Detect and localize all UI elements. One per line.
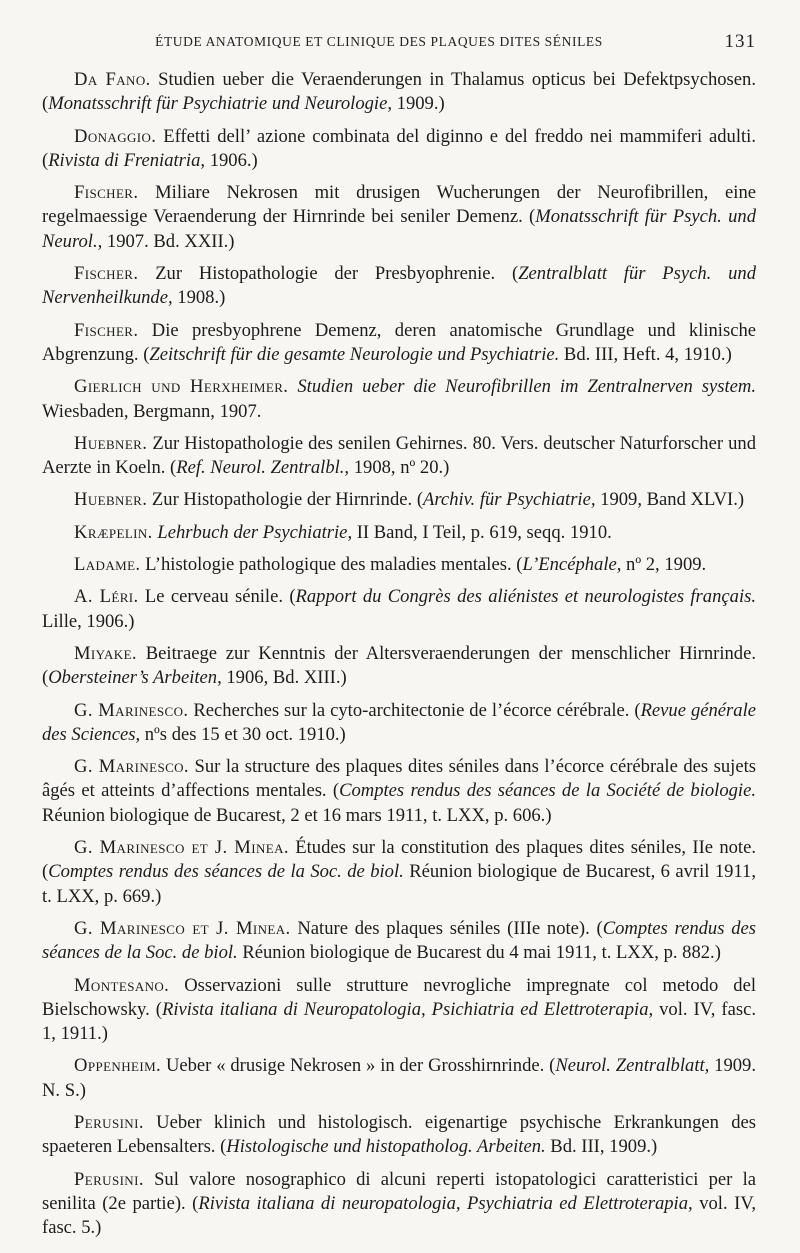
reference-text: Études sur la constitution des plaques dites séniles, IIe note. (	[42, 837, 756, 883]
reference-author: Perusini.	[74, 1168, 144, 1190]
reference-entry	[42, 375, 756, 424]
reference-source: Comptes rendus des séances de la Soc. de biol.	[48, 861, 404, 883]
reference-author: Ladame.	[74, 554, 141, 576]
reference-entry	[42, 642, 756, 691]
reference-text: 1909. N. S.)	[42, 1055, 756, 1101]
reference-source: Lehrbuch der Psychiatrie,	[157, 521, 353, 543]
reference-text: Zur Histopathologie des senilen Gehirnes. 80. Vers. deutscher Naturforscher und Aerzte in Koeln. (	[42, 432, 756, 479]
reference-author: Perusini.	[74, 1111, 144, 1133]
reference-text: 1909.)	[392, 93, 445, 115]
reference-text: Effetti dell’ azione combinata del diginno e del freddo nei mammiferi adulti. (	[42, 125, 756, 171]
reference-text: 1907. Bd. XXII.)	[102, 230, 235, 252]
reference-text: Lille, 1906.)	[42, 610, 135, 632]
reference-author: Fischer.	[74, 182, 139, 204]
reference-author: A. Léri.	[74, 586, 139, 608]
reference-source: Rivista italiana di Neuropatologia, Psichiatria ed Elettroterapia,	[161, 998, 654, 1020]
reference-source: Ref. Neurol. Zentralbl.,	[176, 457, 350, 479]
reference-entry	[42, 974, 756, 1047]
reference-text: Recherches sur la cyto-architectonie de l’écorce cérébrale. (	[188, 699, 641, 721]
reference-text: Sur la structure des plaques dites séniles dans l’écorce cérébrale des sujets âgés et atteints d’affections mentales. (	[42, 756, 756, 802]
reference-text: nºs des 15 et 30 oct. 1910.)	[140, 723, 346, 745]
reference-author: Fischer.	[74, 263, 139, 285]
reference-author: Huebner.	[74, 489, 148, 511]
reference-author: Donaggio.	[74, 125, 157, 147]
reference-source: Monatsschrift für Psych. und Neurol.,	[42, 206, 756, 252]
reference-entry	[42, 125, 756, 174]
reference-text: Die presbyophrene Demenz, deren anatomische Grundlage und klinische Abgrenzung. (	[42, 319, 756, 365]
reference-author: G. Marinesco et J. Minea.	[74, 837, 289, 859]
reference-text: 1908.)	[172, 287, 226, 309]
reference-text: Studien ueber die Veraenderungen in Thalamus opticus bei Defektpsychosen. (	[42, 69, 756, 115]
reference-author: Gierlich und Herxheimer.	[74, 376, 289, 398]
reference-text: vol. IV, fasc. 5.)	[42, 1192, 756, 1239]
reference-entry	[42, 836, 756, 909]
reference-source: Zentralblatt für Psych. und Nervenheilkunde,	[42, 263, 756, 309]
reference-text: vol. IV, fasc. 1, 1911.)	[42, 998, 756, 1045]
reference-entry	[42, 181, 756, 254]
reference-text: Wiesbaden, Bergmann, 1907.	[42, 400, 262, 422]
reference-source: Zeitschrift für die gesamte Neurologie und Psychiatrie.	[149, 343, 560, 365]
reference-text: Sul valore nosographico di alcuni reperti istopatologici caratteristici per la senilita (2e partie). (	[42, 1168, 756, 1214]
reference-source: Archiv. für Psychiatrie,	[423, 489, 596, 511]
reference-text: II Band, I Teil, p. 619, seqq. 1910.	[352, 521, 612, 543]
reference-text	[288, 376, 297, 397]
reference-source: Comptes rendus des séances de la Soc. de biol.	[42, 917, 756, 964]
reference-text: Bd. III, 1909.)	[545, 1136, 658, 1158]
reference-source: Comptes rendus des séances de la Société de biologie.	[339, 780, 756, 802]
reference-source: Rivista di Freniatria,	[48, 149, 206, 171]
reference-source: Neurol. Zentralblatt,	[555, 1055, 710, 1077]
reference-list	[42, 68, 756, 1240]
reference-text: Nature des plaques séniles (IIIe note). (	[290, 917, 603, 939]
reference-text: Réunion biologique de Bucarest, 6 avril 1911, t. LXX, p. 669.)	[42, 861, 756, 907]
reference-entry	[42, 319, 756, 368]
reference-entry	[42, 521, 756, 545]
reference-text: Osservazioni sulle strutture nevrogliche impregnate col metodo del Bielschowsky. (	[42, 974, 756, 1020]
reference-entry	[42, 1111, 756, 1160]
reference-author: G. Marinesco.	[74, 699, 189, 721]
reference-author: Da Fano.	[74, 69, 151, 90]
reference-author: Huebner.	[74, 432, 148, 454]
reference-text: Ueber klinich und histologisch. eigenartige psychische Erkrankungen des spaeteren Lebensalters. (	[42, 1111, 756, 1158]
reference-source: Rapport du Congrès des aliénistes et neurologistes français.	[295, 586, 756, 608]
reference-source: Obersteiner’s Arbeiten,	[48, 667, 222, 689]
reference-author: Miyake.	[74, 642, 137, 664]
reference-entry	[42, 585, 756, 634]
reference-text: nº 2, 1909.	[621, 554, 707, 576]
reference-text: 1906.)	[205, 149, 258, 171]
running-head	[42, 31, 756, 62]
reference-entry	[42, 1168, 756, 1241]
reference-text: Zur Histopathologie der Presbyophrenie. (	[138, 263, 519, 285]
running-title: ÉTUDE ANATOMIQUE ET CLINIQUE DES PLAQUES DITES SÉNILES	[155, 34, 603, 49]
reference-entry	[42, 553, 756, 577]
reference-entry	[42, 432, 756, 481]
reference-source: Monatsschrift für Psychiatrie und Neurologie,	[48, 93, 392, 115]
reference-author: Fischer.	[74, 319, 139, 341]
reference-text: 1909, Band XLVI.)	[595, 489, 745, 511]
reference-text: Zur Histopathologie der Hirnrinde. (	[147, 489, 424, 511]
reference-author: G. Marinesco et J. Minea.	[74, 917, 291, 939]
reference-text: Réunion biologique de Bucarest, 2 et 16 mars 1911, t. LXX, p. 606.)	[42, 804, 552, 826]
reference-entry	[42, 699, 756, 748]
reference-text: Miliare Nekrosen mit drusigen Wucherungen der Neurofibrillen, eine regelmaessige Veraenderung der Hirnrinde bei seniler Demenz. (	[42, 182, 756, 228]
reference-text: Ueber « drusige Nekrosen » in der Grosshirnrinde. (	[161, 1055, 556, 1077]
reference-text: 1908, nº 20.)	[349, 457, 450, 479]
reference-author: Kræpelin.	[74, 521, 153, 543]
page-number: 131	[724, 31, 756, 52]
reference-entry	[42, 68, 756, 117]
reference-text: Beitraege zur Kenntnis der Altersveraenderungen der menschlicher Hirnrinde. (	[42, 642, 756, 689]
reference-text: Réunion biologique de Bucarest du 4 mai 1911, t. LXX, p. 882.)	[237, 942, 721, 964]
reference-author: G. Marinesco.	[74, 756, 189, 778]
reference-entry	[42, 262, 756, 311]
reference-text: Bd. III, Heft. 4, 1910.)	[559, 343, 732, 365]
reference-entry	[42, 1054, 756, 1103]
reference-source: Revue générale des Sciences,	[42, 699, 756, 745]
reference-text: L’histologie pathologique des maladies mentales. (	[140, 554, 523, 576]
reference-source: L’Encéphale,	[522, 554, 622, 576]
reference-source: Studien ueber die Neurofibrillen im Zentralnerven system.	[297, 376, 756, 398]
reference-text: Le cerveau sénile. (	[138, 586, 296, 608]
reference-entry	[42, 488, 756, 512]
reference-entry	[42, 755, 756, 828]
reference-source: Histologische und histopatholog. Arbeiten.	[226, 1136, 546, 1158]
reference-entry	[42, 917, 756, 966]
reference-text: 1906, Bd. XIII.)	[221, 667, 347, 689]
reference-source: Rivista italiana di neuropatologia, Psychiatria ed Elettroterapia,	[198, 1192, 693, 1214]
reference-author: Montesano.	[74, 974, 170, 996]
reference-author: Oppenheim.	[74, 1055, 162, 1077]
